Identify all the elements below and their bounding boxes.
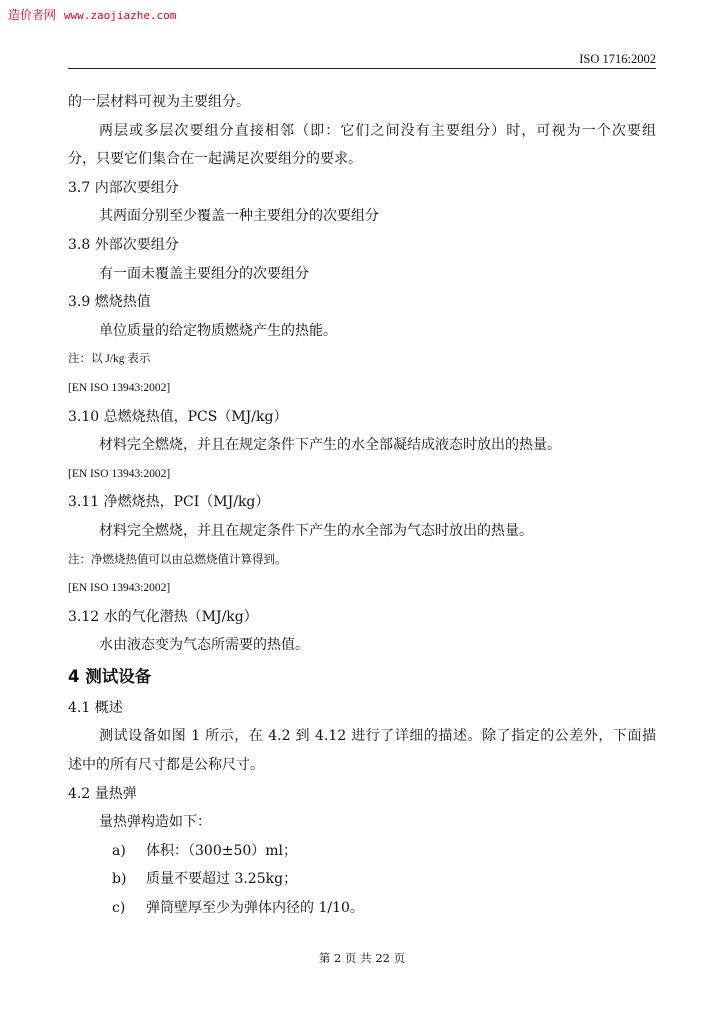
- clause-4-1-heading: 4.1 概述: [68, 699, 123, 716]
- clause-3-10-definition: 材料完全燃烧，并且在规定条件下产生的水全部凝结成液态时放出的热量。: [99, 437, 561, 454]
- watermark-url[interactable]: www.zaojiazhe.com: [63, 9, 177, 22]
- document-body: [68, 88, 656, 923]
- list-marker: c): [112, 900, 126, 917]
- clause-3-11-definition: 材料完全燃烧，并且在规定条件下产生的水全部为气态时放出的热量。: [99, 522, 533, 539]
- list-marker: b): [112, 871, 127, 888]
- paragraph: 两层或多层次要组分直接相邻（即：它们之间没有主要组分）时，可视为一个次要组: [99, 122, 656, 139]
- paragraph: 测试设备如图 1 所示，在 4.2 到 4.12 进行了详细的描述。除了指定的公差外，下面描: [99, 728, 656, 745]
- list-item: [68, 865, 656, 894]
- clause-3-11-reference: [EN ISO 13943:2002]: [68, 582, 171, 595]
- watermark-site-name: 造价者网: [8, 8, 57, 22]
- clause-3-8-definition: 有一面未覆盖主要组分的次要组分: [99, 265, 309, 282]
- standard-number: ISO 1716:2002: [579, 52, 656, 66]
- list-item: [68, 837, 656, 866]
- list-text: 弹筒壁厚至少为弹体内径的 1/10。: [146, 900, 364, 917]
- clause-3-10-heading: 3.10 总燃烧热值，PCS（MJ/kg）: [68, 408, 288, 425]
- page-number: 第 2 页 共 22 页: [318, 951, 406, 965]
- clause-3-12-heading: 3.12 水的气化潜热（MJ/kg）: [68, 608, 258, 625]
- section-4-heading: 4 测试设备: [68, 666, 152, 686]
- list-text: 体积：（300±50）ml；: [146, 842, 298, 859]
- clause-3-7-definition: 其两面分别至少覆盖一种主要组分的次要组分: [99, 208, 379, 225]
- paragraph: 的一层材料可视为主要组分。: [68, 94, 250, 110]
- paragraph: 分，只要它们集合在一起满足次要组分的要求。: [68, 151, 362, 168]
- clause-3-10-reference: [EN ISO 13943:2002]: [68, 467, 171, 480]
- paragraph: 述中的所有尺寸都是公称尺寸。: [68, 757, 264, 774]
- clause-4-2-intro: 量热弹构造如下：: [99, 814, 211, 831]
- header-divider: [68, 68, 656, 69]
- list-item: [68, 894, 656, 923]
- clause-3-8-heading: 3.8 外部次要组分: [68, 236, 179, 253]
- watermark: [8, 6, 176, 23]
- clause-3-11-note: 注：净燃烧热值可以由总燃烧值计算得到。: [68, 553, 287, 566]
- list-text: 质量不要超过 3.25kg；: [146, 871, 298, 888]
- clause-3-9-reference: [EN ISO 13943:2002]: [68, 381, 171, 394]
- clause-4-2-heading: 4.2 量热弹: [68, 785, 137, 802]
- clause-3-9-definition: 单位质量的给定物质燃烧产生的热能。: [99, 322, 337, 339]
- clause-3-12-definition: 水由液态变为气态所需要的热值。: [99, 637, 309, 654]
- list-marker: a): [112, 842, 126, 859]
- clause-3-7-heading: 3.7 内部次要组分: [68, 179, 179, 196]
- clause-3-9-note: 注：以 J/kg 表示: [68, 353, 151, 366]
- clause-3-11-heading: 3.11 净燃烧热，PCI（MJ/kg）: [68, 494, 270, 511]
- clause-3-9-heading: 3.9 燃烧热值: [68, 294, 151, 311]
